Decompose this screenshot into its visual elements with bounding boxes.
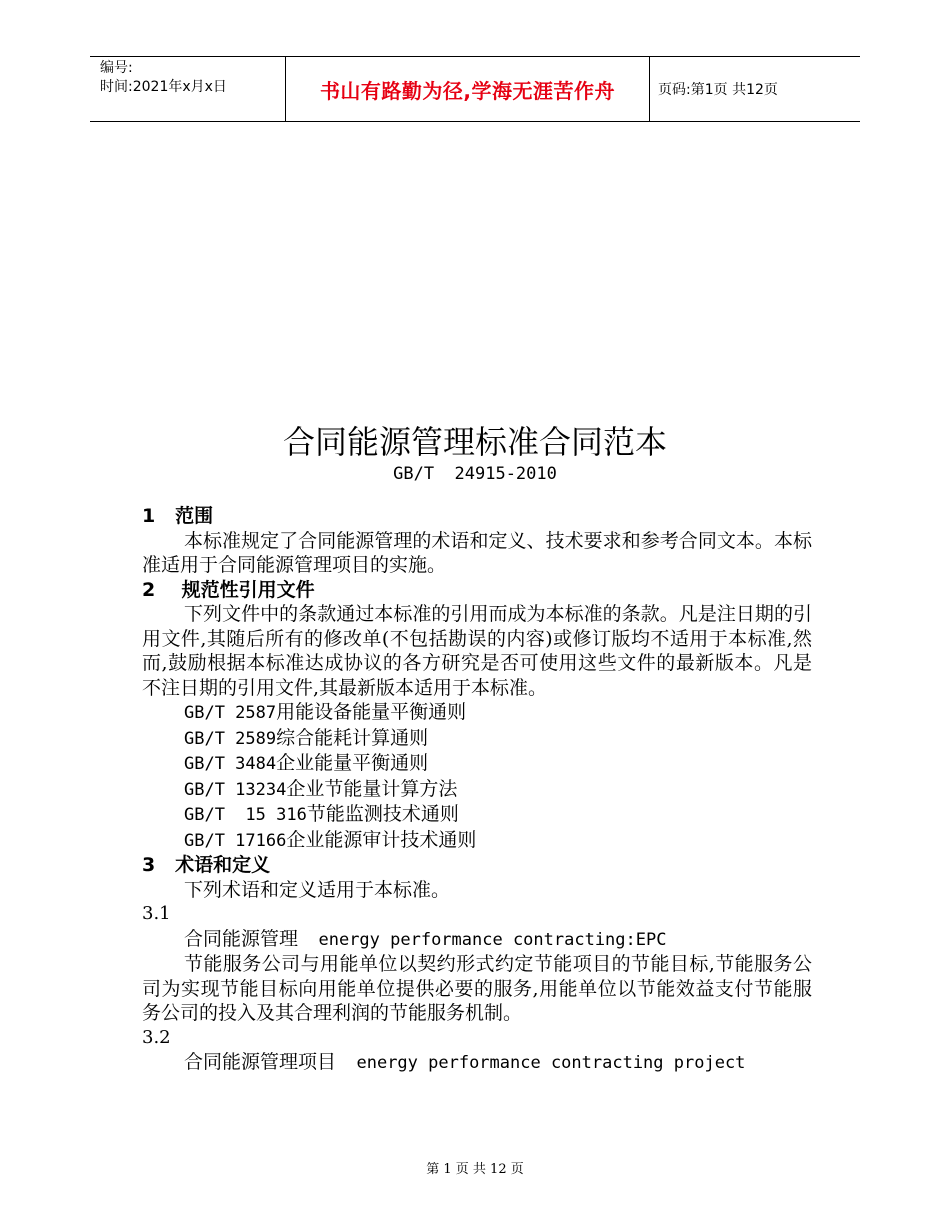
- section-paragraph-references: 下列文件中的条款通过本标准的引用而成为本标准的条款。凡是注日期的引用文件,其随后所有的修改单(不包括勘误的内容)或修订版均不适用于本标准,然而,鼓励根据本标准达成协议的各方研究是否可使用这些文件的最新版本。凡是不注日期的引用文件,其最新版本适用于本标准。: [142, 603, 812, 699]
- reference-code: GB/T 2587: [184, 703, 277, 723]
- reference-code: GB/T 13234: [184, 779, 287, 800]
- reference-item: [142, 751, 812, 777]
- header-motto: 书山有路勤为径,学海无涯苦作舟: [286, 57, 650, 121]
- reference-item: [142, 802, 812, 828]
- standard-code: GB/T 24915-2010: [393, 464, 557, 484]
- term-chinese: 合同能源管理: [184, 927, 299, 950]
- term-title: [142, 927, 812, 953]
- reference-item: [142, 726, 812, 752]
- reference-name: 节能监测技术通则: [306, 803, 459, 825]
- reference-name: 综合能耗计算通则: [276, 726, 429, 749]
- reference-code: GB/T 3484: [184, 754, 277, 774]
- term-definition: 节能服务公司与用能单位以契约形式约定节能项目的节能目标,节能服务公司为实现节能目标向用能单位提供必要的服务,用能单位以节能效益支付节能服务公司的投入及其合理利润的节能服务机制。: [142, 953, 812, 1024]
- document-title: 合同能源管理标准合同范本: [282, 423, 667, 461]
- reference-name: 企业节能量计算方法: [286, 777, 458, 800]
- term-number: 3.2: [142, 1026, 171, 1048]
- reference-code: GB/T 15 316: [184, 805, 307, 825]
- term-chinese: 合同能源管理项目: [184, 1051, 337, 1073]
- page-header: [90, 56, 860, 122]
- reference-name: 企业能量平衡通则: [276, 752, 429, 774]
- header-meta: [90, 57, 286, 121]
- section-heading-terms: 3 术语和定义: [142, 854, 271, 876]
- section-heading-scope: 1 范围: [142, 505, 214, 527]
- reference-item: [142, 700, 812, 726]
- term-english: energy performance contracting project: [336, 1053, 746, 1073]
- number-label: 编号:: [100, 60, 133, 76]
- reference-code: GB/T 17166: [184, 830, 287, 851]
- reference-item: [142, 828, 812, 854]
- reference-code: GB/T 2589: [184, 728, 277, 749]
- section-paragraph-scope: 本标准规定了合同能源管理的术语和定义、技术要求和参考合同文本。本标准适用于合同能源管理项目的实施。: [142, 529, 812, 576]
- reference-name: 企业能源审计技术通则: [286, 828, 477, 851]
- term-number: 3.1: [142, 903, 171, 924]
- reference-item: [142, 777, 812, 803]
- page-footer: 第 1 页 共 12 页: [426, 1162, 524, 1177]
- time-label: 时间:2021年x月x日: [100, 79, 227, 95]
- term-english: energy performance contracting:EPC: [298, 929, 667, 950]
- section-heading-references: 2 规范性引用文件: [142, 578, 315, 601]
- term-title: [142, 1050, 812, 1076]
- header-page-info: 页码:第1页 共12页: [658, 82, 778, 98]
- section-paragraph-terms: 下列术语和定义适用于本标准。: [184, 878, 451, 901]
- document-body: [142, 504, 812, 1076]
- reference-name: 用能设备能量平衡通则: [276, 701, 467, 723]
